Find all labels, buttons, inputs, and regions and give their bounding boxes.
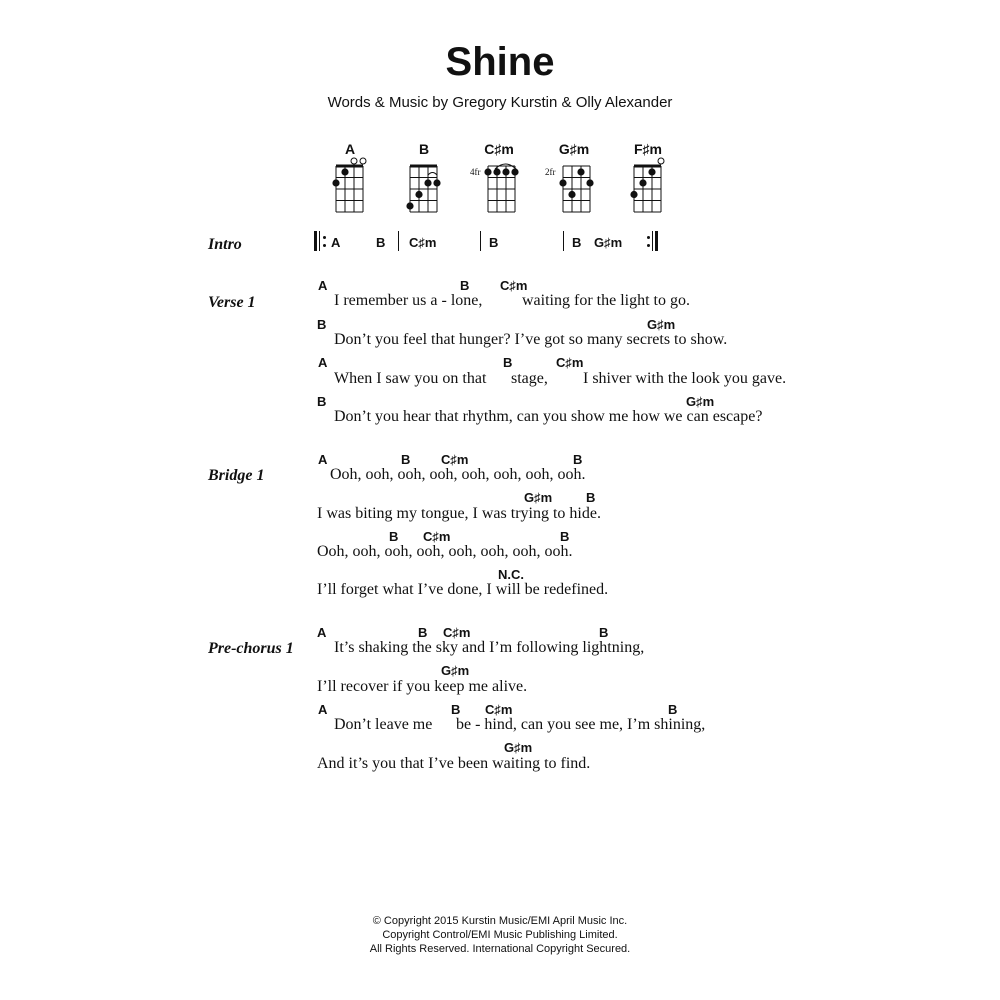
intro-chord: B [572,235,582,250]
intro-chord: C♯m [409,235,437,250]
chord-symbol: G♯m [686,394,715,409]
lyric-segment: stage, [511,370,548,387]
repeat-start-barline [314,231,317,251]
intro-chord: A [331,235,341,250]
chord-symbol: B [317,317,327,332]
barline [480,231,481,251]
copyright-notice [0,914,1000,956]
chord-diagram-f-sharp-minor [628,156,668,216]
chord-symbol: B [451,702,461,717]
chord-symbol: B [560,529,570,544]
section-label-pre-chorus-1: Pre-chorus 1 [208,640,294,657]
chord-diagram-c-sharp-minor [470,156,522,216]
lyric-segment: And it’s you that I’ve been waiting to find. [317,755,591,772]
repeat-dots [647,234,650,248]
chord-symbol: C♯m [423,529,451,544]
chord-symbol: C♯m [556,355,584,370]
chord-symbol: B [668,702,678,717]
chord-diagram-name: F♯m [634,141,662,157]
chord-symbol: B [389,529,399,544]
chord-symbol: A [318,702,328,717]
fret-label: 2fr [545,167,556,177]
chord-symbol: B [317,394,327,409]
chord-symbol: G♯m [441,663,470,678]
chord-symbol: C♯m [500,278,528,293]
lyric-segment: waiting for the light to go. [522,292,690,309]
lyric-segment: Ooh, ooh, ooh, ooh, ooh, ooh, ooh, ooh. [317,543,573,560]
chord-symbol: B [599,625,609,640]
chord-symbol: G♯m [524,490,553,505]
lyric-segment: I shiver with the look you gave. [583,370,787,387]
repeat-start-barline-thin [319,231,320,251]
chord-symbol: N.C. [498,567,524,582]
chord-diagram-name: G♯m [558,141,590,157]
repeat-end-barline [655,231,658,251]
chord-symbol: B [418,625,428,640]
lyric-segment: When I saw you on that [334,370,487,387]
chord-symbol: C♯m [485,702,513,717]
repeat-dots [323,234,326,248]
section-label-bridge-1: Bridge 1 [208,467,265,484]
chord-diagram-name: A [344,141,356,157]
lyric-segment: I was biting my tongue, I was trying to hide. [317,505,601,522]
section-label-intro: Intro [208,236,242,253]
chord-symbol: C♯m [441,452,469,467]
intro-chord: B [376,235,386,250]
copyright-line: Copyright Control/EMI Music Publishing Limited. [382,929,618,941]
chord-symbol: A [318,278,328,293]
repeat-end-barline-thin [652,231,653,251]
lyric-segment: Don’t you feel that hunger? I’ve got so many secrets to show. [334,331,728,348]
chord-symbol: B [503,355,513,370]
intro-chord: G♯m [594,235,623,250]
chord-symbol: A [318,355,328,370]
section-label-verse-1: Verse 1 [208,294,256,311]
lyric-segment: It’s shaking the sky and I’m following lightning, [334,639,645,656]
lyric-segment: I’ll recover if you keep me alive. [317,678,528,695]
lyric-segment: I remember us a - lone, [334,292,483,309]
chord-diagram-b [404,156,444,216]
chord-diagram-g-sharp-minor [545,156,597,216]
chord-symbol: B [401,452,411,467]
chord-diagram-a [330,156,370,216]
song-title: Shine [445,40,555,84]
intro-chord: B [489,235,499,250]
copyright-line: All Rights Reserved. International Copyright Secured. [369,943,631,955]
chord-symbol: G♯m [647,317,676,332]
copyright-line: © Copyright 2015 Kurstin Music/EMI April Music Inc. [372,915,628,927]
chord-symbol: B [460,278,470,293]
lyric-segment: Ooh, ooh, ooh, ooh, ooh, ooh, ooh, ooh. [330,466,586,483]
chord-symbol: C♯m [443,625,471,640]
lyric-segment: be - hind, can you see me, I’m shining, [456,716,706,733]
lyric-segment: I’ll forget what I’ve done, I will be redefined. [317,581,609,598]
chord-symbol: A [317,625,327,640]
chord-symbol: B [586,490,596,505]
fret-label: 4fr [470,167,481,177]
lyric-segment: Don’t leave me [334,716,433,733]
chord-symbol: B [573,452,583,467]
lyric-segment: Don’t you hear that rhythm, can you show me how we can escape? [334,408,763,425]
chord-symbol: A [318,452,328,467]
chord-diagram-name: C♯m [484,141,514,157]
song-credits: Words & Music by Gregory Kurstin & Olly Alexander [327,94,673,111]
barline [398,231,399,251]
chord-diagram-name: B [418,141,430,157]
chord-symbol: G♯m [504,740,533,755]
barline [563,231,564,251]
intro-chord-bar [314,231,674,255]
